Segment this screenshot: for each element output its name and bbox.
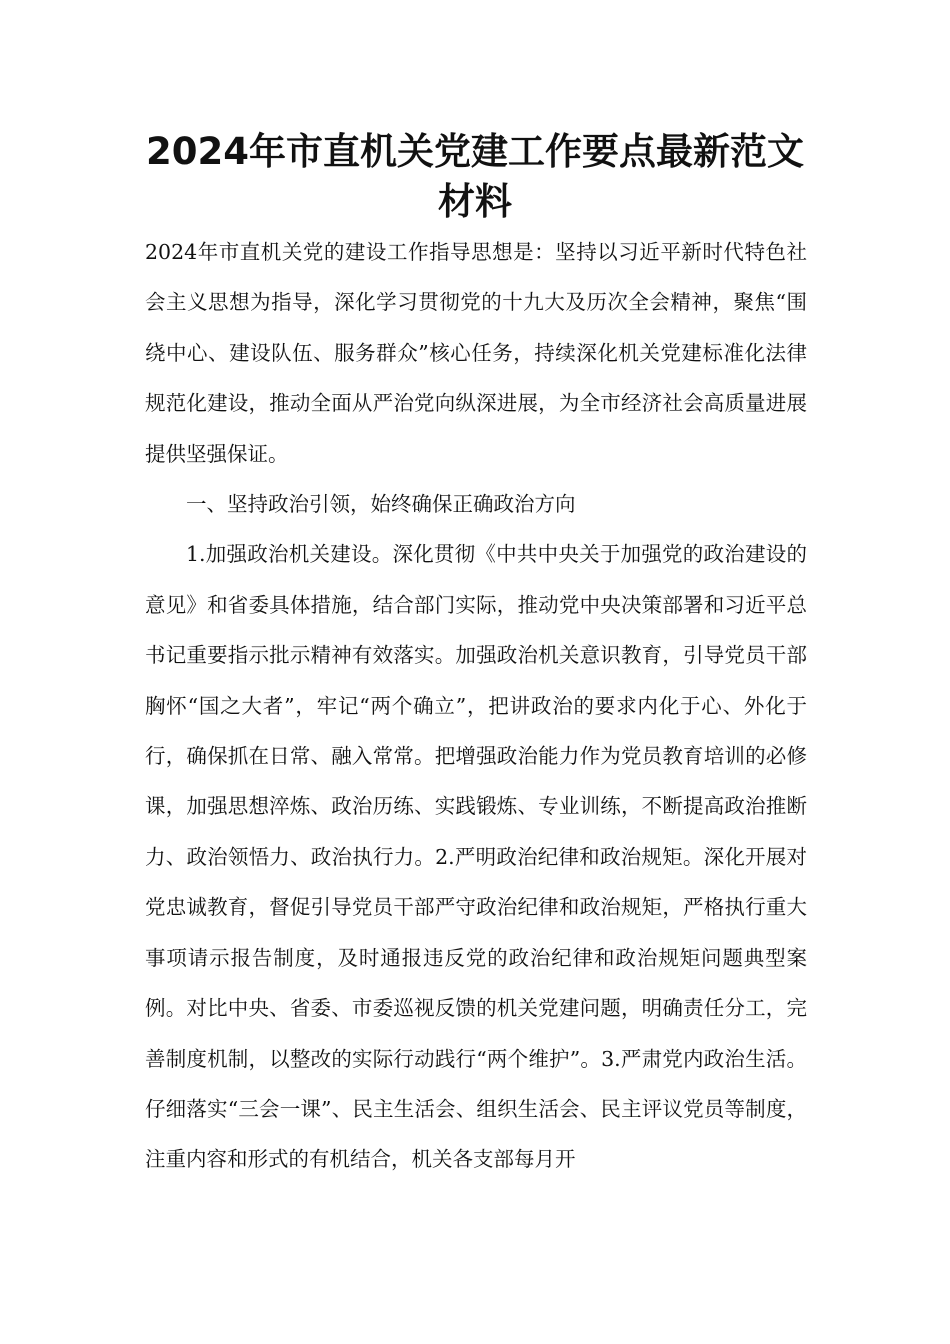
intro-paragraph: 2024年市直机关党的建设工作指导思想是：坚持以习近平新时代特色社会主义思想为指导，深化学习贯彻党的十九大及历次全会精神，聚焦“围绕中心、建设队伍、服务群众”核心任务，持续深化机关党建标准化法律规范化建设，推动全面从严治党向纵深进展，为全市经济社会高质量进展提供坚强保证。 xyxy=(145,240,807,466)
section-1-paragraph: 1.加强政治机关建设。深化贯彻《中共中央关于加强党的政治建设的意见》和省委具体措施，结合部门实际，推动党中央决策部署和习近平总书记重要指示批示精神有效落实。加强政治机关意识教育，引导党员干部胸怀“国之大者”，牢记“两个确立”，把讲政治的要求内化于心、外化于行，确保抓在日常、融入常常。把增强政治能力作为党员教育培训的必修课，加强思想淬炼、政治历练、实践锻炼、专业训练，不断提高政治推断力、政治领悟力、政治执行力。2.严明政治纪律和政治规矩。深化开展对党忠诚教育，督促引导党员干部严守政治纪律和政治规矩，严格执行重大事项请示报告制度，及时通报违反党的政治纪律和政治规矩问题典型案例。对比中央、省委、市委巡视反馈的机关党建问题，明确责任分工，完善制度机制，以整改的实际行动践行“两个维护”。3.严肃党内政治生活。仔细落实“三会一课”、民主生活会、组织生活会、民主评议党员等制度，注重内容和形式的有机结合，机关各支部每月开 xyxy=(145,542,807,1172)
section-heading-1: 一、坚持政治引领，始终确保正确政治方向 xyxy=(186,492,576,517)
title-line-2: 材料 xyxy=(438,180,512,223)
title-line-1: 2024年市直机关党建工作要点最新范文 xyxy=(146,130,804,173)
document-title xyxy=(120,127,830,227)
document-body xyxy=(145,227,807,1185)
